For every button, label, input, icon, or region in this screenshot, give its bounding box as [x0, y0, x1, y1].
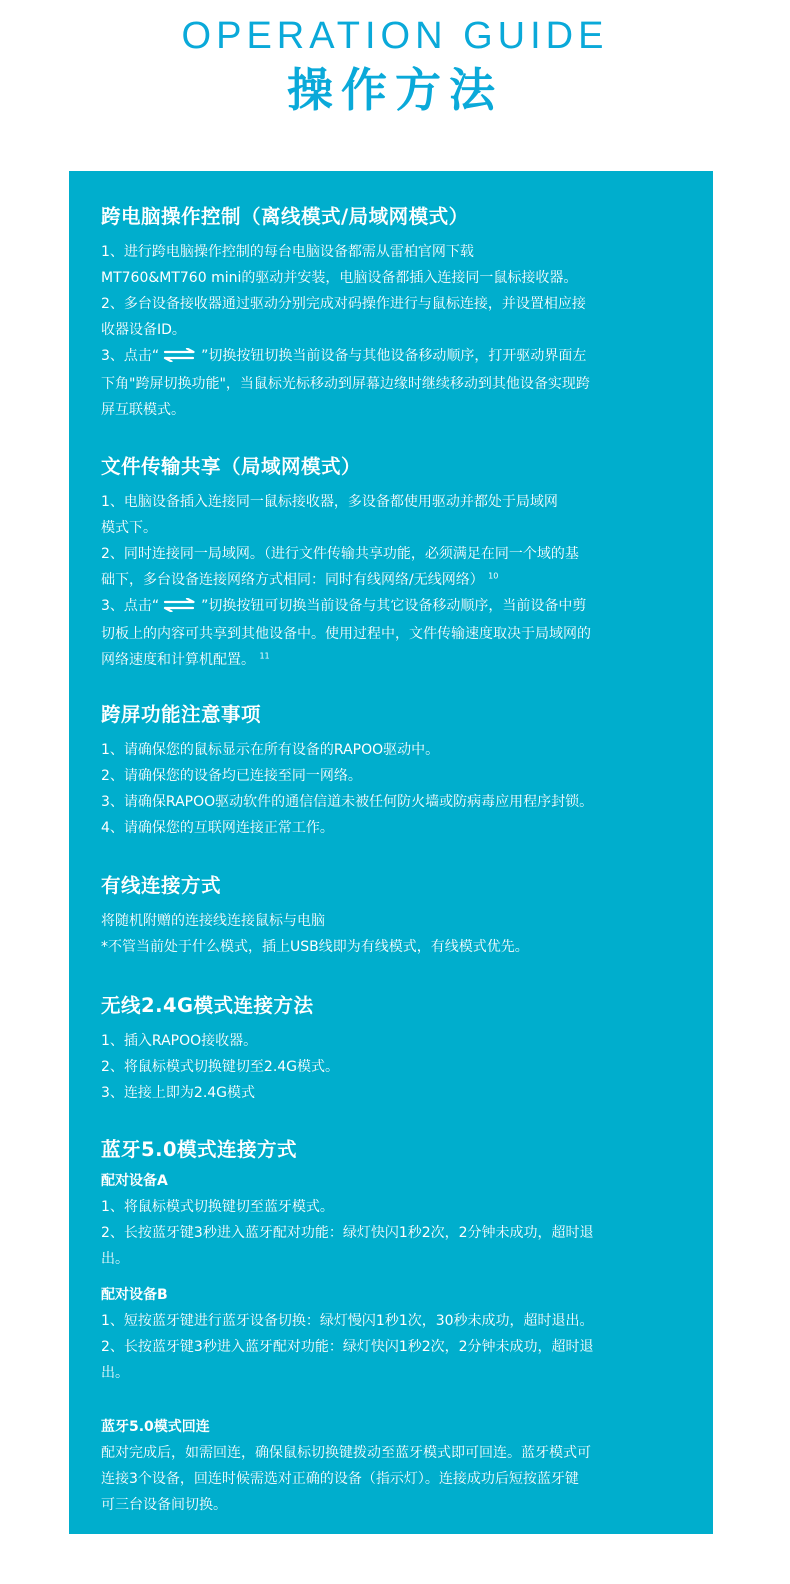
text-line: 可三台设备间切换。	[101, 1497, 227, 1513]
section-title: 蓝牙5.0模式连接方式	[101, 1138, 298, 1161]
section-file-share	[101, 454, 691, 673]
text-fragment: 网络速度和计算机配置。	[101, 652, 255, 668]
text-line: 2、长按蓝牙键3秒进入蓝牙配对功能：绿灯快闪1秒2次，2分钟未成功，超时退	[101, 1225, 594, 1241]
guide-panel	[69, 171, 713, 1534]
section-title: 无线2.4G模式连接方法	[101, 994, 314, 1017]
text-line: 2、长按蓝牙键3秒进入蓝牙配对功能：绿灯快闪1秒2次，2分钟未成功，超时退	[101, 1339, 594, 1355]
section-title: 文件传输共享（局域网模式）	[101, 455, 362, 478]
text-line	[101, 593, 691, 621]
section-notes	[101, 702, 691, 841]
subsection-title: 配对设备B	[101, 1287, 168, 1303]
text-line: 收器设备ID。	[101, 322, 186, 338]
text-line: 下角"跨屏切换功能"，当鼠标光标移动到屏幕边缘时继续移动到其他设备实现跨	[101, 376, 590, 392]
text-line	[101, 567, 691, 593]
section-bluetooth	[101, 1137, 691, 1518]
footnote-marker: 11	[259, 651, 270, 661]
text-line: 连接3个设备，回连时候需选对正确的设备（指示灯）。连接成功后短按蓝牙键	[101, 1471, 579, 1487]
text-line: 3、请确保RAPOO驱动软件的通信信道未被任何防火墙或防病毒应用程序封锁。	[101, 794, 594, 810]
text-fragment: 3、点击“	[101, 348, 160, 364]
section-title: 有线连接方式	[101, 874, 222, 897]
text-line: 屏互联模式。	[101, 402, 185, 418]
text-line: 2、请确保您的设备均已连接至同一网络。	[101, 768, 362, 784]
section-wireless	[101, 993, 691, 1106]
section-title: 跨屏功能注意事项	[101, 703, 262, 726]
text-fragment: ”切换按钮切换当前设备与其他设备移动顺序，打开驱动界面左	[201, 348, 587, 364]
section-cross-control	[101, 204, 691, 423]
text-line: 1、请确保您的鼠标显示在所有设备的RAPOO驱动中。	[101, 742, 440, 758]
switch-arrows-icon	[163, 595, 197, 621]
text-line: 1、进行跨电脑操作控制的每台电脑设备都需从雷柏官网下载	[101, 244, 474, 260]
text-line: 2、多台设备接收器通过驱动分别完成对码操作进行与鼠标连接，并设置相应接	[101, 296, 586, 312]
text-line: MT760&MT760 mini的驱动并安装，电脑设备都插入连接同一鼠标接收器。	[101, 270, 578, 286]
text-line: 2、将鼠标模式切换键切至2.4G模式。	[101, 1059, 340, 1075]
text-line: 出。	[101, 1251, 129, 1267]
title-chinese: 操作方法	[287, 63, 503, 117]
text-line: 出。	[101, 1365, 129, 1381]
text-line: *不管当前处于什么模式，插上USB线即为有线模式，有线模式优先。	[101, 939, 529, 955]
section-wired	[101, 873, 691, 960]
text-line: 3、连接上即为2.4G模式	[101, 1085, 256, 1101]
text-line: 1、短按蓝牙键进行蓝牙设备切换：绿灯慢闪1秒1次，30秒未成功，超时退出。	[101, 1313, 594, 1329]
text-line: 1、将鼠标模式切换键切至蓝牙模式。	[101, 1199, 334, 1215]
text-line: 切板上的内容可共享到其他设备中。使用过程中，文件传输速度取决于局域网的	[101, 626, 591, 642]
switch-arrows-icon	[163, 345, 197, 371]
text-fragment: ”切换按钮可切换当前设备与其它设备移动顺序，当前设备中剪	[201, 598, 587, 614]
section-title: 跨电脑操作控制（离线模式/局域网模式）	[101, 205, 469, 228]
text-line: 1、电脑设备插入连接同一鼠标接收器，多设备都使用驱动并都处于局域网	[101, 494, 558, 510]
text-line: 2、同时连接同一局域网。（进行文件传输共享功能，必须满足在同一个域的基	[101, 546, 579, 562]
title-english: OPERATION GUIDE	[181, 15, 609, 57]
subsection-title: 蓝牙5.0模式回连	[101, 1419, 210, 1435]
text-fragment: 础下，多台设备连接网络方式相同：同时有线网络/无线网络）	[101, 572, 484, 588]
text-line: 模式下。	[101, 520, 157, 536]
text-line	[101, 647, 691, 673]
text-line: 配对完成后，如需回连，确保鼠标切换键拨动至蓝牙模式即可回连。蓝牙模式可	[101, 1445, 591, 1461]
text-line	[101, 343, 691, 371]
text-line: 4、请确保您的互联网连接正常工作。	[101, 820, 334, 836]
text-line: 将随机附赠的连接线连接鼠标与电脑	[101, 913, 325, 929]
footnote-marker: 10	[488, 571, 499, 581]
subsection-title: 配对设备A	[101, 1173, 168, 1189]
text-fragment: 3、点击“	[101, 598, 160, 614]
text-line: 1、插入RAPOO接收器。	[101, 1033, 258, 1049]
